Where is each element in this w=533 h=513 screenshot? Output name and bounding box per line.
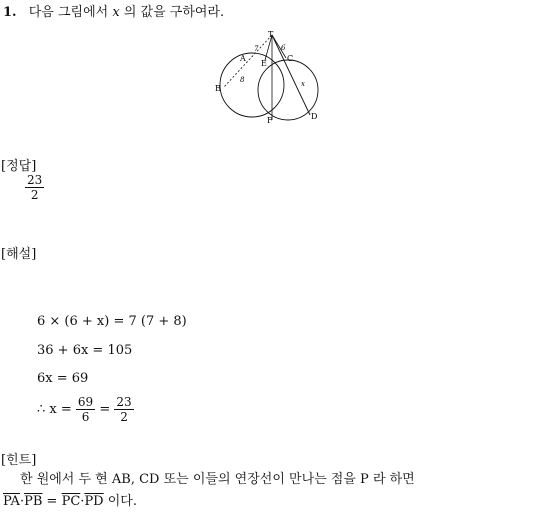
hint-dot-2: · [80,494,85,509]
hint-line-2 [3,491,137,512]
left-circle [220,53,284,117]
label-E: E [261,59,267,68]
solution-frac1-num: 69 [77,395,94,409]
solution-line-4-prefix: ∴ x = [37,402,72,417]
solution-line-1: 6 × (6 + x) = 7 (7 + 8) [37,314,187,329]
hint-line-1: 한 원에서 두 현 AB, CD 또는 이들의 연장선이 만나는 점을 P 라 하면 [20,472,415,487]
hint-heading: [힌트] [1,453,37,468]
label-F: F [267,116,273,125]
solution-line-2: 36 + 6x = 105 [37,343,133,358]
label-T: T [268,30,274,39]
solution-frac2-den: 2 [120,410,128,424]
solution-heading: [해설] [1,247,37,262]
label-B: B [215,84,221,93]
question-variable: x [112,5,120,20]
label-seg8: 8 [240,76,245,84]
geometry-figure [210,30,330,125]
answer-denominator: 2 [30,188,39,202]
answer-heading: [정답] [1,159,37,174]
answer-numerator: 23 [27,173,43,187]
answer-fraction [25,173,44,202]
segment-pc: $\overline{PC}$ [61,494,81,509]
question-text-before: 다음 그림에서 [28,5,109,20]
question-text-after: 의 값을 구하여라. [123,5,225,20]
question-number: 1. [3,5,17,20]
segment-pa: $\overline{PA}$ [3,494,20,509]
solution-frac1-den: 6 [81,410,90,424]
label-C: C [287,54,294,63]
solution-line-4-eq: = [99,402,111,417]
label-seg6: 6 [281,44,286,52]
segment-pd: $\overline{PD}$ [84,494,104,509]
label-segx: x [301,80,305,88]
question-title [3,1,224,20]
hint-dot-1: · [19,494,25,509]
solution-line-3: 6x = 69 [37,371,89,386]
label-D: D [311,112,318,121]
solution-frac2-num: 23 [116,395,132,409]
hint-equals: = [46,494,58,509]
label-seg7: 7 [254,45,259,53]
solution-line-4 [37,395,134,424]
label-A: A [240,54,246,63]
line-td [272,35,310,115]
hint-tail: 이다. [107,494,137,509]
segment-pb: $\overline{PB}$ [24,494,43,509]
